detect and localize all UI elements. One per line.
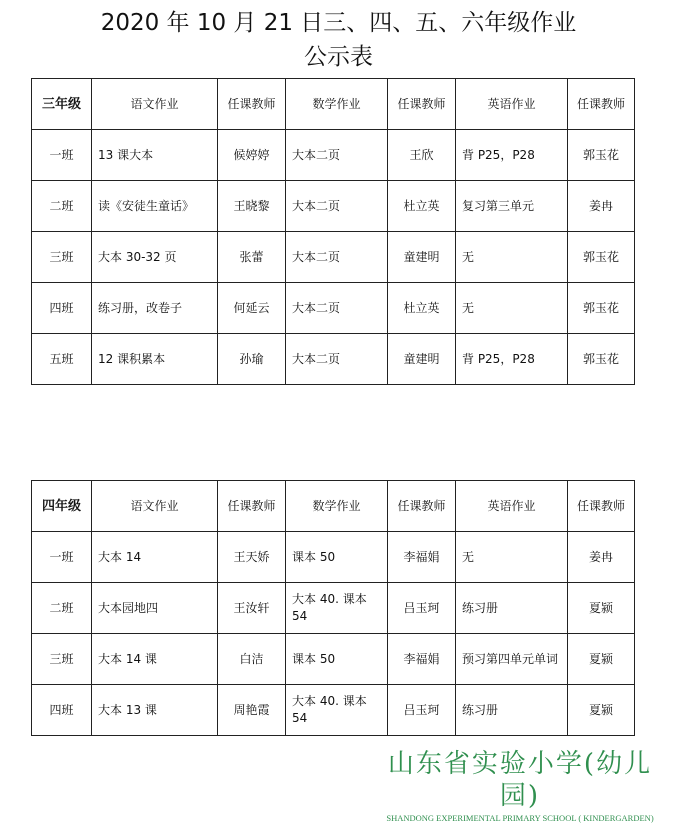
header-chinese: 语文作业 xyxy=(92,481,218,532)
class-name: 一班 xyxy=(32,532,92,583)
class-name: 四班 xyxy=(32,685,92,736)
table-row xyxy=(32,181,635,232)
class-name: 五班 xyxy=(32,334,92,385)
teacher-name: 王天娇 xyxy=(218,532,286,583)
teacher-name: 王欣 xyxy=(388,130,456,181)
math-homework: 大本 40. 课本 54 xyxy=(286,685,388,736)
chinese-homework: 大本 14 xyxy=(92,532,218,583)
math-homework: 大本二页 xyxy=(286,334,388,385)
math-homework: 大本 40. 课本 54 xyxy=(286,583,388,634)
class-name: 二班 xyxy=(32,583,92,634)
header-math: 数学作业 xyxy=(286,79,388,130)
header-teacher: 任课教师 xyxy=(568,481,635,532)
grade3-homework-table xyxy=(31,78,635,385)
header-teacher: 任课教师 xyxy=(568,79,635,130)
class-name: 三班 xyxy=(32,634,92,685)
school-logo xyxy=(370,748,670,824)
teacher-name: 童建明 xyxy=(388,232,456,283)
page-title xyxy=(0,6,677,74)
header-teacher: 任课教师 xyxy=(388,79,456,130)
english-homework: 无 xyxy=(456,283,568,334)
table-row xyxy=(32,634,635,685)
table-row xyxy=(32,685,635,736)
chinese-homework: 12 课积累本 xyxy=(92,334,218,385)
teacher-name: 张蕾 xyxy=(218,232,286,283)
teacher-name: 何延云 xyxy=(218,283,286,334)
grade-label: 四年级 xyxy=(32,481,92,532)
table-row xyxy=(32,232,635,283)
grade-label: 三年级 xyxy=(32,79,92,130)
school-name-chinese: 山东省实验小学(幼儿园) xyxy=(387,749,653,811)
header-chinese: 语文作业 xyxy=(92,79,218,130)
table-row xyxy=(32,283,635,334)
teacher-name: 郭玉花 xyxy=(568,130,635,181)
title-line-2: 公示表 xyxy=(304,44,373,70)
table-row xyxy=(32,583,635,634)
header-math: 数学作业 xyxy=(286,481,388,532)
teacher-name: 孙瑜 xyxy=(218,334,286,385)
teacher-name: 杜立英 xyxy=(388,181,456,232)
table-row xyxy=(32,334,635,385)
teacher-name: 姜冉 xyxy=(568,532,635,583)
math-homework: 大本二页 xyxy=(286,283,388,334)
header-english: 英语作业 xyxy=(456,481,568,532)
chinese-homework: 练习册，改卷子 xyxy=(92,283,218,334)
chinese-homework: 13 课大本 xyxy=(92,130,218,181)
teacher-name: 郭玉花 xyxy=(568,232,635,283)
chinese-homework: 读《安徒生童话》 xyxy=(92,181,218,232)
teacher-name: 夏颍 xyxy=(568,583,635,634)
teacher-name: 李福娟 xyxy=(388,634,456,685)
teacher-name: 郭玉花 xyxy=(568,334,635,385)
teacher-name: 李福娟 xyxy=(388,532,456,583)
english-homework: 无 xyxy=(456,532,568,583)
english-homework: 复习第三单元 xyxy=(456,181,568,232)
math-homework: 课本 50 xyxy=(286,532,388,583)
english-homework: 预习第四单元单词 xyxy=(456,634,568,685)
chinese-homework: 大本 30-32 页 xyxy=(92,232,218,283)
english-homework: 背 P25，P28 xyxy=(456,334,568,385)
chinese-homework: 大本 14 课 xyxy=(92,634,218,685)
teacher-name: 吕玉珂 xyxy=(388,685,456,736)
teacher-name: 夏颍 xyxy=(568,634,635,685)
english-homework: 背 P25，P28 xyxy=(456,130,568,181)
teacher-name: 吕玉珂 xyxy=(388,583,456,634)
teacher-name: 王晓黎 xyxy=(218,181,286,232)
chinese-homework: 大本 13 课 xyxy=(92,685,218,736)
teacher-name: 郭玉花 xyxy=(568,283,635,334)
class-name: 二班 xyxy=(32,181,92,232)
teacher-name: 杜立英 xyxy=(388,283,456,334)
math-homework: 大本二页 xyxy=(286,232,388,283)
teacher-name: 周艳霞 xyxy=(218,685,286,736)
class-name: 三班 xyxy=(32,232,92,283)
header-teacher: 任课教师 xyxy=(388,481,456,532)
math-homework: 大本二页 xyxy=(286,181,388,232)
teacher-name: 姜冉 xyxy=(568,181,635,232)
class-name: 四班 xyxy=(32,283,92,334)
table-header-row xyxy=(32,79,635,130)
grade4-homework-table xyxy=(31,480,635,736)
english-homework: 无 xyxy=(456,232,568,283)
english-homework: 练习册 xyxy=(456,685,568,736)
table-row xyxy=(32,130,635,181)
school-name-english: SHANDONG EXPERIMENTAL PRIMARY SCHOOL ( KINDERGARDEN) xyxy=(386,813,654,823)
table-row xyxy=(32,532,635,583)
teacher-name: 白洁 xyxy=(218,634,286,685)
header-english: 英语作业 xyxy=(456,79,568,130)
header-teacher: 任课教师 xyxy=(218,79,286,130)
math-homework: 大本二页 xyxy=(286,130,388,181)
chinese-homework: 大本园地四 xyxy=(92,583,218,634)
header-teacher: 任课教师 xyxy=(218,481,286,532)
teacher-name: 童建明 xyxy=(388,334,456,385)
title-line-1: 2020 年 10 月 21 日三、四、五、六年级作业 xyxy=(100,10,577,36)
teacher-name: 夏颍 xyxy=(568,685,635,736)
math-homework: 课本 50 xyxy=(286,634,388,685)
english-homework: 练习册 xyxy=(456,583,568,634)
teacher-name: 候婷婷 xyxy=(218,130,286,181)
teacher-name: 王汝轩 xyxy=(218,583,286,634)
class-name: 一班 xyxy=(32,130,92,181)
table-header-row xyxy=(32,481,635,532)
